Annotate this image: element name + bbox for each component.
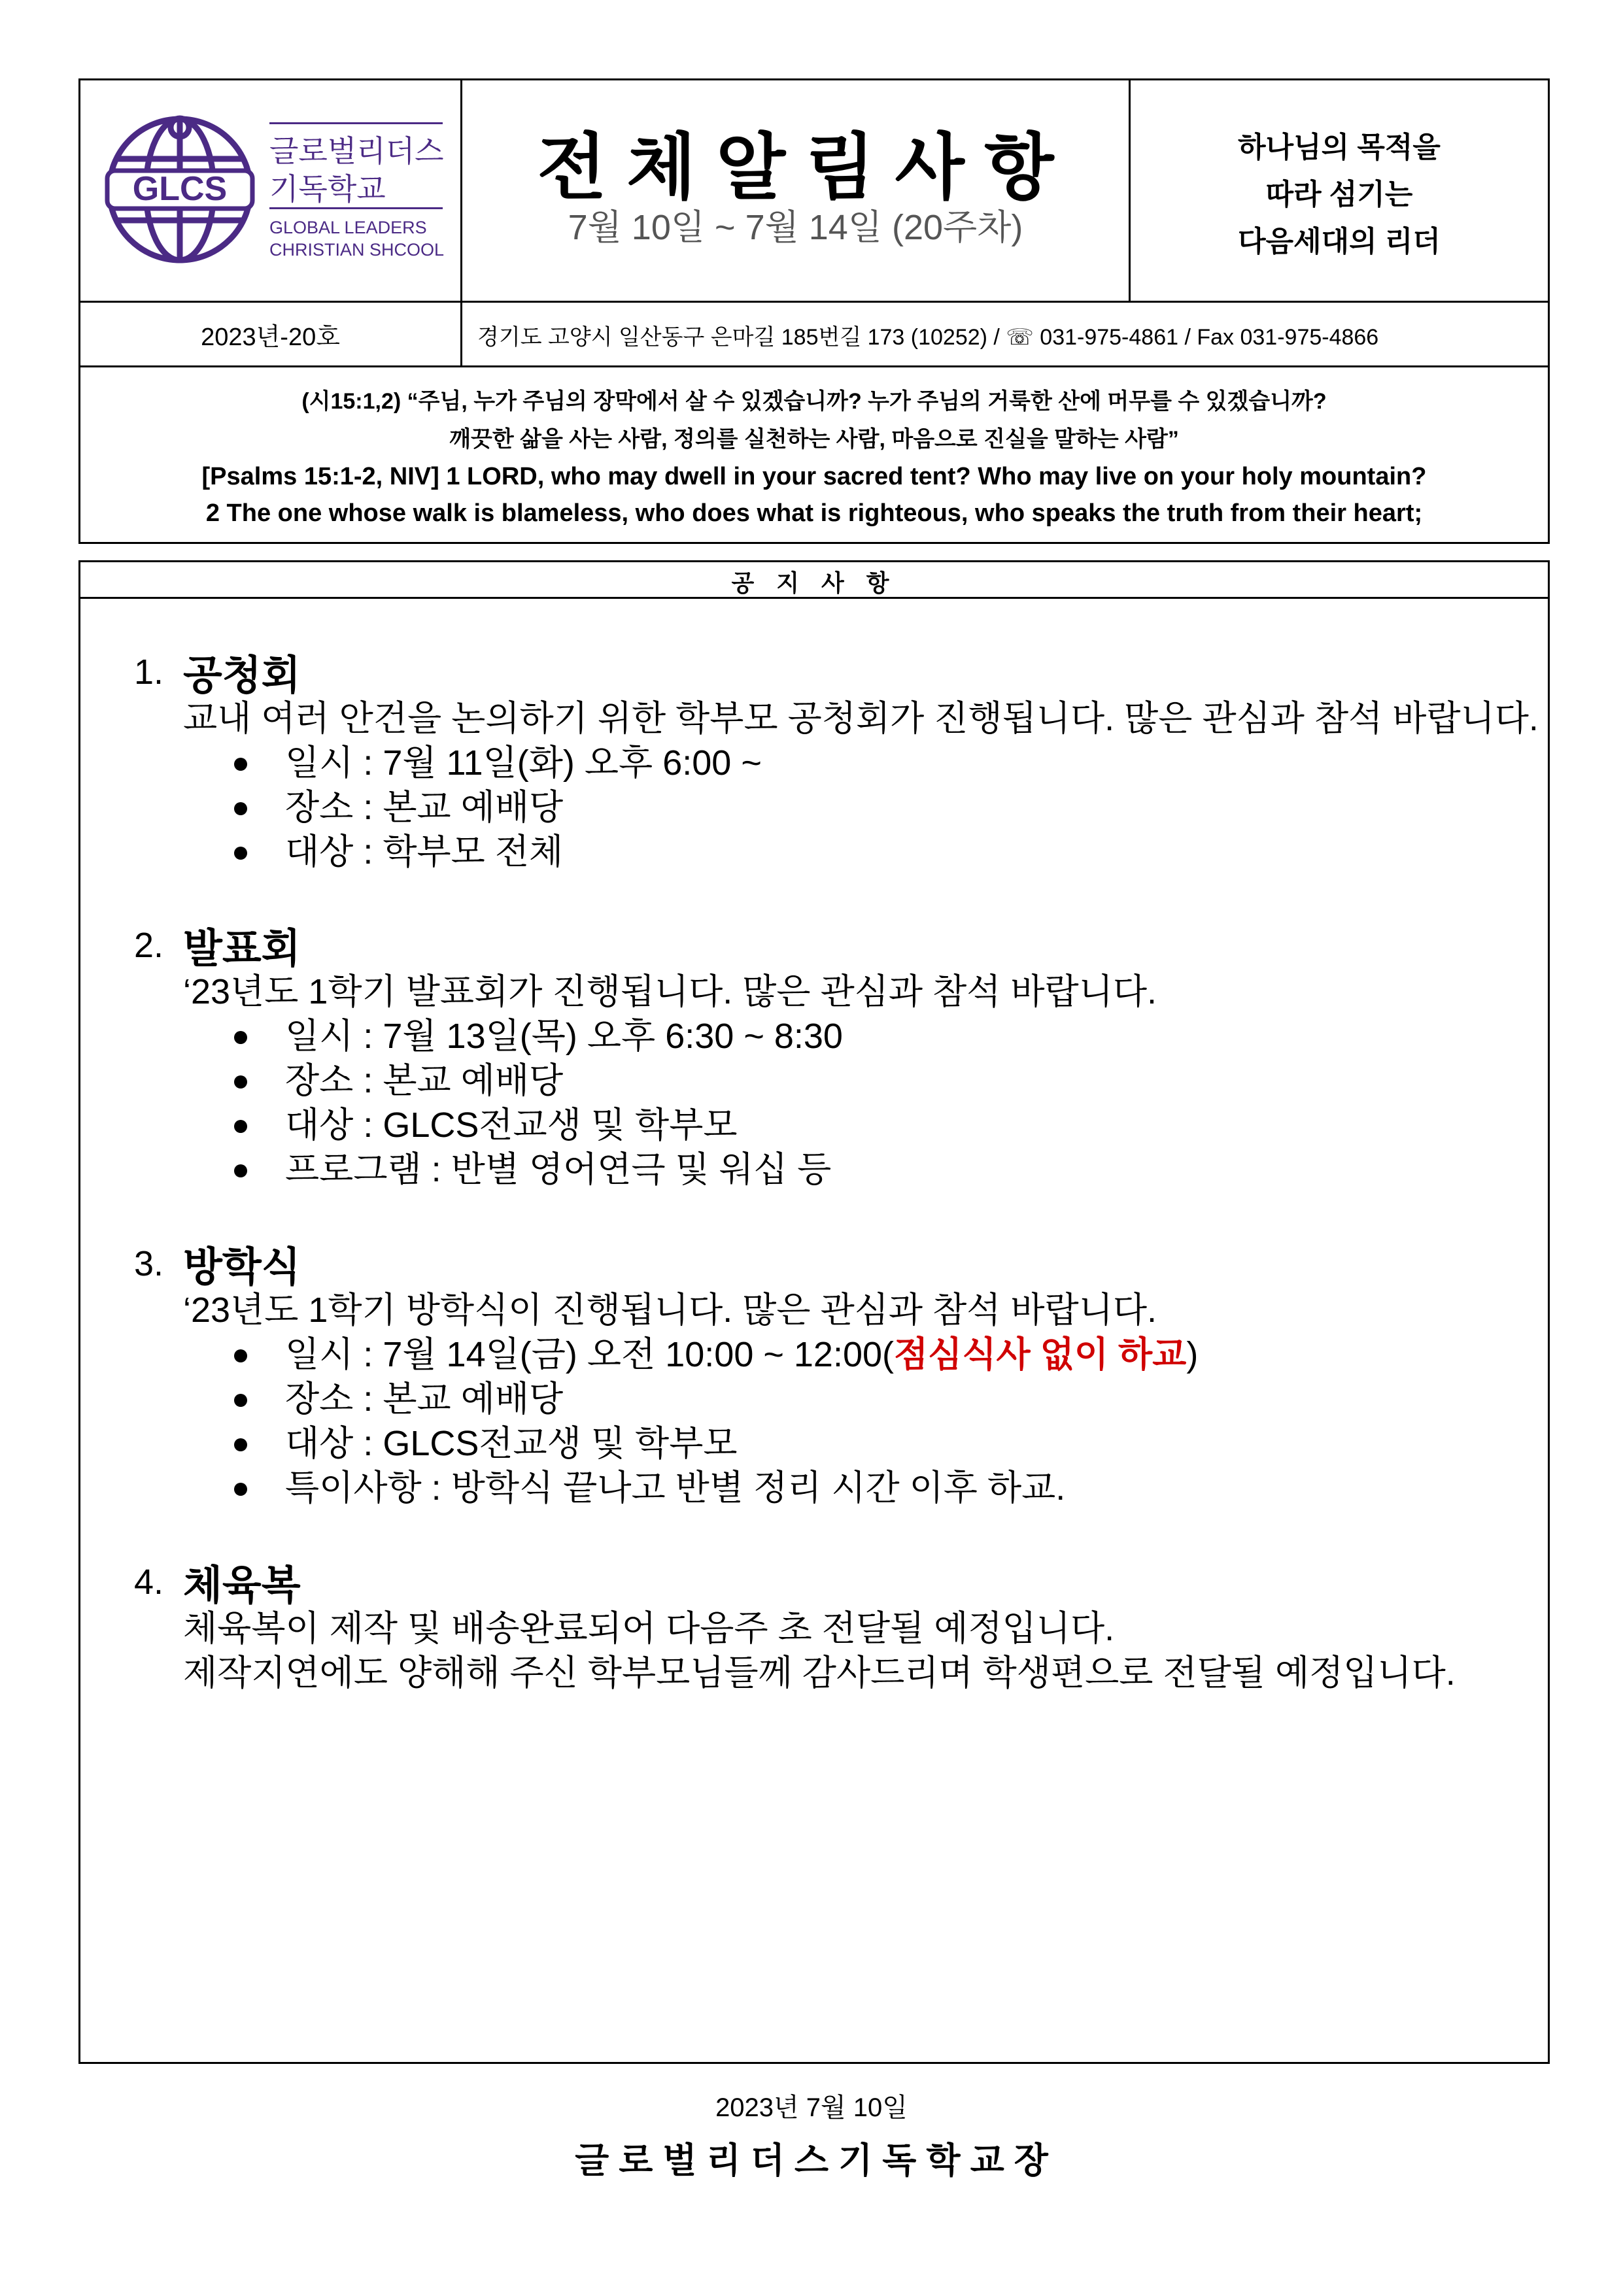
bullet-icon xyxy=(234,847,247,860)
bullet-icon xyxy=(234,1075,247,1089)
notice-section-3 xyxy=(134,1229,1198,1510)
list-item: 장소 : 본교 예배당 xyxy=(234,785,1539,830)
school-address: 경기도 고양시 일산동구 은마길 185번길 173 (10252) / ☏ 031-975-4861 / Fax 031-975-4866 xyxy=(477,325,1379,350)
bullet-icon xyxy=(234,1483,247,1496)
bullet-icon xyxy=(234,1164,247,1177)
section-intro: 교내 여러 안건을 논의하기 위한 학부모 공청회가 진행됩니다. 많은 관심과 참석 바랍니다. xyxy=(183,699,1539,738)
section-intro: ‘23년도 1학기 방학식이 진행됩니다. 많은 관심과 참석 바랍니다. xyxy=(183,1291,1157,1330)
section-intro: ‘23년도 1학기 발표회가 진행됩니다. 많은 관심과 참석 바랍니다. xyxy=(183,972,1157,1011)
notice-heading: 공 지 사 항 xyxy=(731,569,897,596)
list-item: 일시 : 7월 13일(목) 오후 6:30 ~ 8:30 xyxy=(234,1014,1157,1058)
highlight-text: 점심식사 없이 하교 xyxy=(894,1335,1187,1374)
bullet-icon xyxy=(234,1120,247,1133)
school-motto xyxy=(1131,124,1548,265)
school-logo xyxy=(98,108,451,271)
section-number: 3. xyxy=(134,1244,164,1283)
list-item: 프로그램 : 반별 영어연극 및 워십 등 xyxy=(234,1147,1157,1192)
section-intro: 체육복이 제작 및 배송완료되어 다음주 초 전달될 예정입니다. xyxy=(183,1609,1115,1648)
bullet-icon xyxy=(234,1394,247,1407)
header-row-divider-1 xyxy=(78,301,1550,303)
logo-en-name-2: CHRISTIAN SHCOOL xyxy=(269,240,445,260)
list-item: 일시 : 7월 14일(금) 오전 10:00 ~ 12:00(점심식사 없이 하교) xyxy=(234,1332,1198,1377)
motto-line-3: 다음세대의 리더 xyxy=(1238,226,1441,258)
section-title: 발표회 xyxy=(183,926,301,971)
list-item: 장소 : 본교 예배당 xyxy=(234,1058,1157,1103)
logo-emblem-text: GLCS xyxy=(132,170,228,208)
verse-en-line-2: 2 The one whose walk is blameless, who does what is righteous, who speaks the truth from their heart; xyxy=(205,499,1423,527)
list-item: 장소 : 본교 예배당 xyxy=(234,1377,1198,1421)
section-title: 체육복 xyxy=(183,1563,301,1608)
notice-section-2 xyxy=(134,911,1157,1192)
section-number: 4. xyxy=(134,1562,164,1602)
header-row-divider-2 xyxy=(78,365,1550,367)
section-number: 1. xyxy=(134,652,164,692)
verse-kr-line-2: 깨끗한 삶을 사는 사람, 정의를 실천하는 사람, 마음으로 진실을 말하는 사람” xyxy=(449,427,1179,452)
notice-section-4 xyxy=(134,1547,1456,1695)
verse-kr-line-1: (시15:1,2) “주님, 누가 주님의 장막에서 살 수 있겠습니까? 누가 주님의 거룩한 산에 머무를 수 있겠습니까? xyxy=(301,389,1327,414)
list-item: 대상 : GLCS전교생 및 학부모 xyxy=(234,1103,1157,1147)
bullet-icon xyxy=(234,802,247,815)
list-item: 대상 : 학부모 전체 xyxy=(234,830,1539,874)
verse-en-line-1: [Psalms 15:1-2, NIV] 1 LORD, who may dwell in your sacred tent? Who may live on your holy mountain? xyxy=(201,463,1427,490)
bullet-icon xyxy=(234,1349,247,1362)
section-title: 방학식 xyxy=(183,1245,301,1290)
logo-rule-top xyxy=(269,122,443,124)
list-item: 일시 : 7월 11일(화) 오후 6:00 ~ xyxy=(234,741,1539,785)
motto-line-1: 하나님의 목적을 xyxy=(1238,131,1441,163)
section-title: 공청회 xyxy=(183,653,301,698)
logo-kr-name-2: 기독학교 xyxy=(269,172,386,206)
principal-signature: 글 로 벌 리 더 스 기 독 학 교 장 xyxy=(575,2141,1048,2180)
scripture-verse xyxy=(80,382,1548,532)
bullet-icon xyxy=(234,1031,247,1044)
list-item: 대상 : GLCS전교생 및 학부모 xyxy=(234,1421,1198,1466)
list-item: 특이사항 : 방학식 끝나고 반별 정리 시간 이후 하교. xyxy=(234,1466,1198,1510)
logo-rule-bottom xyxy=(269,207,443,209)
notice-section-1 xyxy=(134,637,1539,874)
motto-line-2: 따라 섬기는 xyxy=(1265,178,1413,211)
section-number: 2. xyxy=(134,926,164,965)
bullet-icon xyxy=(234,1438,247,1451)
page-title: 전 체 알 림 사 항 xyxy=(537,127,1054,208)
logo-kr-name-1: 글로벌리더스 xyxy=(269,134,444,168)
bullet-icon xyxy=(234,758,247,771)
week-subtitle: 7월 10일 ~ 7월 14일 (20주차) xyxy=(568,208,1023,247)
issue-date: 2023년 7월 10일 xyxy=(715,2093,908,2122)
globe-emblem-icon xyxy=(98,108,262,271)
section-intro: 제작지연에도 양해해 주신 학부모님들께 감사드리며 학생편으로 전달될 예정입니다. xyxy=(183,1653,1456,1693)
logo-en-name-1: GLOBAL LEADERS xyxy=(269,218,427,237)
issue-number: 2023년-20호 xyxy=(201,324,340,351)
